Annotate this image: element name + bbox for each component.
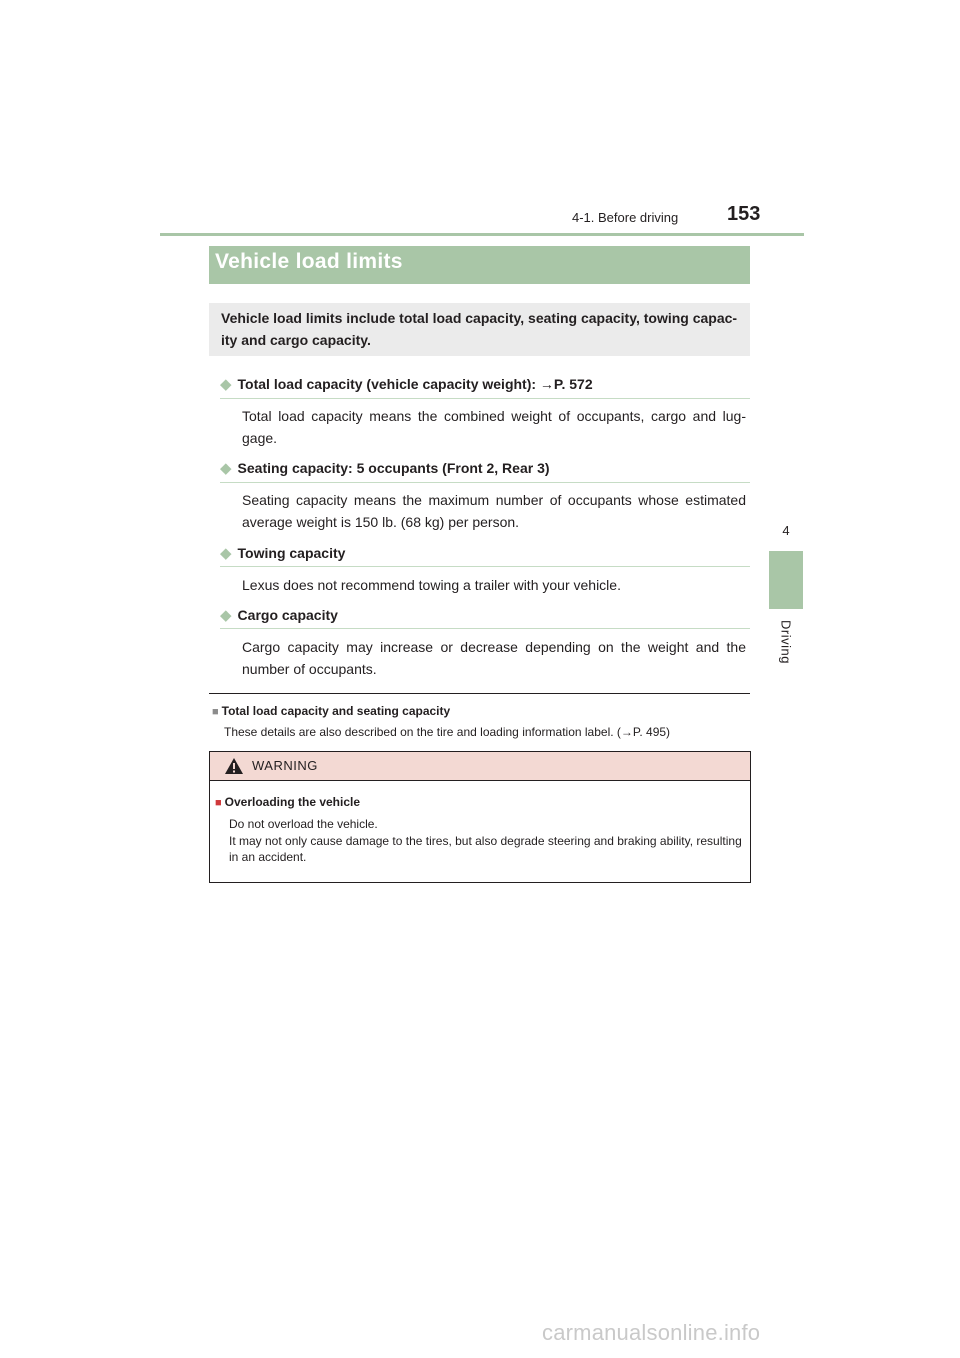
item-body-seating: Seating capacity means the maximum number of occupants whose estimated average weight is 150 lb. (68 kg) per person.	[242, 492, 746, 530]
diamond-icon: ◆	[220, 376, 232, 393]
item-body-towing: Lexus does not recommend towing a trailer with your vehicle.	[242, 577, 621, 593]
item-rule	[220, 482, 750, 483]
header-rule	[160, 233, 804, 236]
intro-text: Vehicle load limits include total load capacity, seating capacity, towing capac-ity and cargo capacity.	[221, 310, 738, 348]
item-body-cargo: Cargo capacity may increase or decrease depending on the weight and the number of occupants.	[242, 639, 746, 677]
page-number: 153	[727, 203, 761, 225]
diamond-icon: ◆	[220, 607, 232, 624]
item-rule	[220, 628, 750, 629]
warning-triangle-icon	[224, 757, 244, 775]
warning-body	[229, 816, 745, 866]
item-heading-towing: ◆ Towing capacity	[220, 545, 346, 562]
item-heading-total-load: ◆ Total load capacity (vehicle capacity weight): →P. 572	[220, 376, 593, 393]
square-bullet-icon: ■	[212, 706, 219, 718]
item-body-total-load: Total load capacity means the combined weight of occupants, cargo and lug-gage.	[242, 408, 746, 446]
watermark: carmanualsonline.info	[542, 1320, 761, 1345]
item-rule	[220, 566, 750, 567]
chapter-number: 4	[782, 523, 790, 538]
square-bullet-icon: ■	[215, 797, 222, 809]
footnote-heading: ■ Total load capacity and seating capacity	[212, 704, 451, 718]
warning-line: Do not overload the vehicle.	[229, 817, 378, 831]
footnote-body: These details are also described on the tire and loading information label. (→P. 495)	[224, 725, 671, 739]
item-heading-seating: ◆ Seating capacity: 5 occupants (Front 2, Rear 3)	[220, 460, 550, 477]
warning-title: WARNING	[252, 758, 318, 773]
diamond-icon: ◆	[220, 545, 232, 562]
item-rule	[220, 398, 750, 399]
chapter-tab	[769, 551, 803, 609]
warning-line: It may not only cause damage to the tires, but also degrade steering and braking ability, resulting in an accident.	[229, 833, 742, 864]
page-title: Vehicle load limits	[215, 250, 403, 273]
footnote-rule	[209, 693, 750, 694]
diamond-icon: ◆	[220, 460, 232, 477]
section-title: 4-1. Before driving	[572, 210, 679, 225]
item-heading-cargo: ◆ Cargo capacity	[220, 607, 338, 624]
warning-item-heading: ■ Overloading the vehicle	[215, 795, 361, 809]
chapter-label: Driving	[778, 620, 794, 664]
